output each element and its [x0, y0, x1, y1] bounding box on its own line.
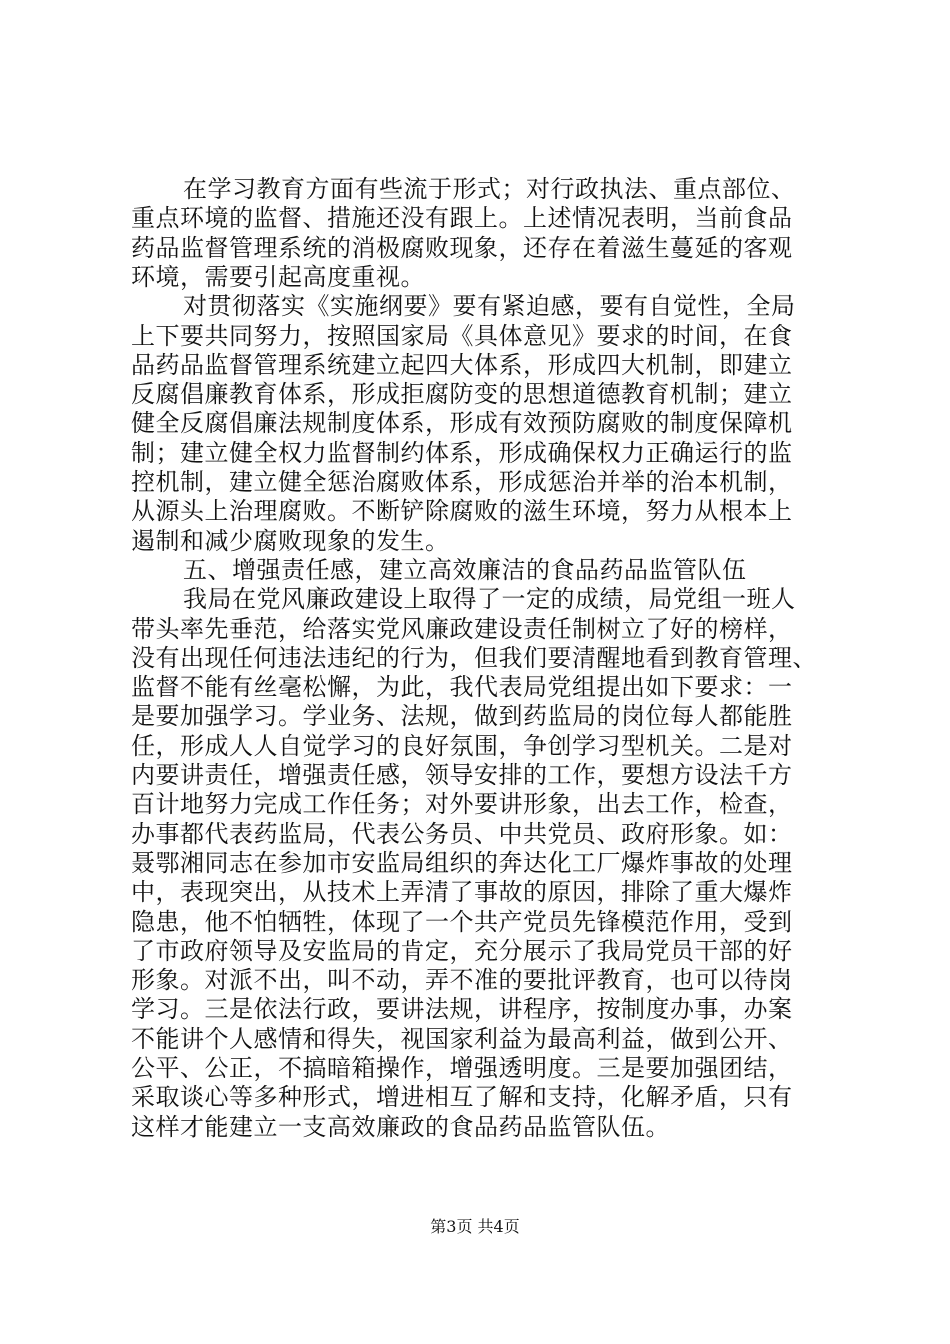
text-line: 重点环境的监督、措施还没有跟上。上述情况表明，当前食品	[131, 204, 793, 233]
text-line: 健全反腐倡廉法规制度体系，形成有效预防腐败的制度保障机	[131, 409, 793, 438]
text-line: 遏制和减少腐败现象的发生。	[131, 526, 450, 555]
text-line: 学习。三是依法行政，要讲法规，讲程序，按制度办事，办案	[131, 995, 793, 1024]
text-line: 形象。对派不出，叫不动，弄不准的要批评教育，也可以待岗	[131, 966, 793, 995]
text-line: 药品监督管理系统的消极腐败现象，还存在着滋生蔓延的客观	[131, 233, 793, 262]
section-heading: 五、增强责任感，建立高效廉洁的食品药品监管队伍	[183, 555, 747, 584]
text-line: 从源头上治理腐败。不断铲除腐败的滋生环境，努力从根本上	[131, 497, 793, 526]
text-line: 百计地努力完成工作任务；对外要讲形象，出去工作，检查，	[131, 790, 793, 819]
text-line: 这样才能建立一支高效廉政的食品药品监管队伍。	[131, 1112, 670, 1141]
text-line: 不能讲个人感情和得失，视国家利益为最高利益，做到公开、	[131, 1024, 793, 1053]
text-line: 反腐倡廉教育体系，形成拒腐防变的思想道德教育机制；建立	[131, 380, 793, 409]
text-line: 办事都代表药监局，代表公务员、中共党员、政府形象。如：	[131, 819, 793, 848]
text-line: 带头率先垂范，给落实党风廉政建设责任制树立了好的榜样，	[131, 614, 793, 643]
text-line: 对贯彻落实《实施纲要》要有紧迫感，要有自觉性，全局	[183, 292, 796, 321]
text-line: 控机制，建立健全惩治腐败体系，形成惩治并举的治本机制，	[131, 468, 793, 496]
text-line: 在学习教育方面有些流于形式；对行政执法、重点部位、	[183, 175, 796, 203]
text-line: 了市政府领导及安监局的肯定，充分展示了我局党员干部的好	[131, 936, 793, 965]
text-line: 监督不能有丝毫松懈，为此，我代表局党组提出如下要求：一	[131, 673, 793, 702]
text-line: 制；建立健全权力监督制约体系，形成确保权力正确运行的监	[131, 438, 793, 467]
text-line: 环境，需要引起高度重视。	[131, 262, 425, 291]
text-line: 任，形成人人自觉学习的良好氛围，争创学习型机关。二是对	[131, 731, 793, 760]
text-line: 隐患，他不怕牺牲，体现了一个共产党员先锋模范作用，受到	[131, 907, 793, 936]
text-line: 没有出现任何违法违纪的行为，但我们要清醒地看到教育管理、	[131, 643, 817, 672]
text-line: 是要加强学习。学业务、法规，做到药监局的岗位每人都能胜	[131, 702, 793, 731]
text-line: 聂鄂湘同志在参加市安监局组织的奔达化工厂爆炸事故的处理	[131, 848, 793, 877]
text-line: 上下要共同努力，按照国家局《具体意见》要求的时间，在食	[131, 321, 793, 350]
text-line: 采取谈心等多种形式，增进相互了解和支持，化解矛盾，只有	[131, 1083, 793, 1112]
page-number-footer: 第3页 共4页	[430, 1217, 520, 1236]
text-line: 品药品监督管理系统建立起四大体系，形成四大机制，即建立	[131, 350, 793, 379]
text-line: 内要讲责任，增强责任感，领导安排的工作，要想方设法千方	[131, 761, 793, 789]
text-line: 中，表现突出，从技术上弄清了事故的原因，排除了重大爆炸	[131, 878, 793, 907]
text-line: 我局在党风廉政建设上取得了一定的成绩，局党组一班人	[183, 585, 796, 614]
text-line: 公平、公正，不搞暗箱操作，增强透明度。三是要加强团结，	[131, 1054, 793, 1082]
